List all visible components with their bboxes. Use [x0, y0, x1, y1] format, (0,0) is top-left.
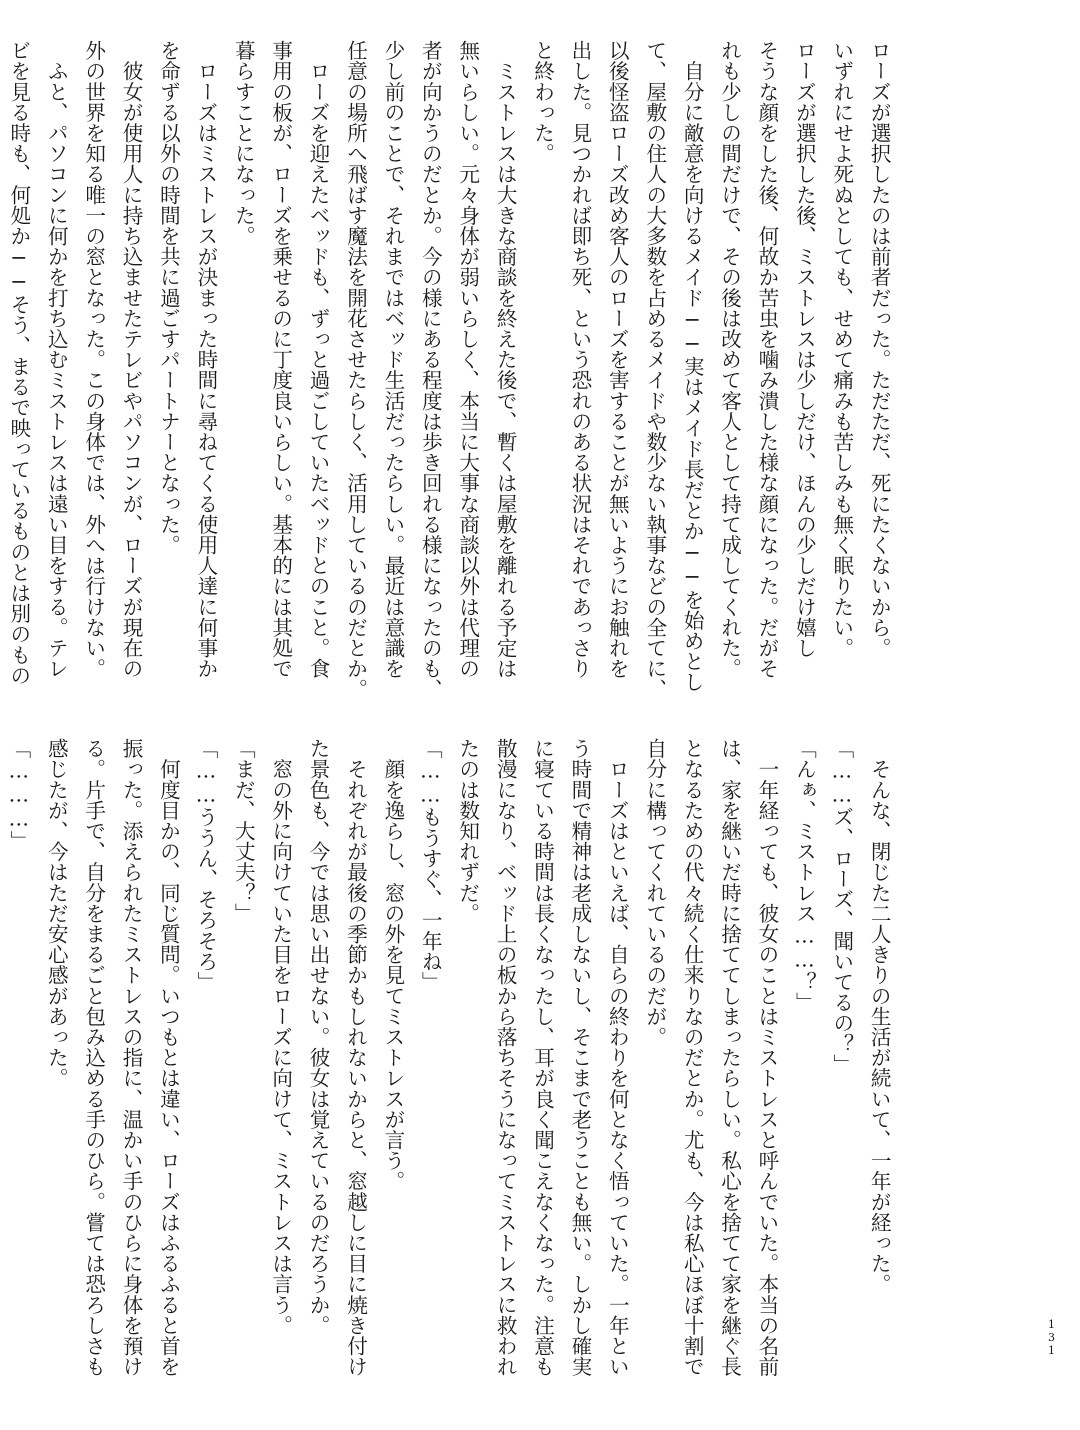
text-line: 外の世界を知る唯一の窓となった。この身体では、外へは行けない。 — [81, 40, 106, 679]
text-line: を命ずる以外の時間を共に過ごすパートナーとなった。 — [156, 40, 181, 555]
text-line: 者が向かうのだとか。今の様にある程度は歩き回れる様になったのも、 — [418, 40, 443, 700]
text-line: に寝ている時間は長くなったし、耳が良く聞こえなくなった。注意も — [530, 738, 555, 1377]
text-line: る。片手で、自分をまるごと包み込める手のひら。嘗ては恐ろしさも — [81, 738, 106, 1377]
page-number: 131 — [1045, 1318, 1058, 1357]
text-line: ローズはといえば、自らの終わりを何となく悟っていた。一年とい — [605, 738, 630, 1377]
text-line: 少し前のことで、それまではベッド生活だったらしい。最近は意識を — [380, 40, 405, 679]
text-line: そうな顔をした後、何故か苦虫を噛み潰した様な顔になった。だがそ — [754, 40, 779, 679]
text-line: 振った。添えられたミストレスの指に、温かい手のひらに身体を預け — [119, 738, 144, 1377]
text-line: 散漫になり、ベッド上の板から落ちそうになってミストレスに救われ — [493, 738, 518, 1377]
text-line: たのは数知れずだ。 — [455, 738, 480, 924]
text-line: ミストレスは大きな商談を終えた後で、暫くは屋敷を離れる予定は — [493, 40, 518, 679]
text-line: ローズはミストレスが決まった時間に尋ねてくる使用人達に何事か — [193, 40, 218, 679]
text-line: 感じたが、今はただ安心感があった。 — [44, 738, 69, 1089]
text-line: となるための代々続く仕来りなのだとか。尤も、今は私心ほぼ十割で — [680, 738, 705, 1377]
text-line: ローズが選択したのは前者だった。ただただ、死にたくないから。 — [867, 40, 892, 658]
text-line: それぞれが最後の季節かもしれないからと、窓越しに目に焼き付け — [343, 738, 368, 1377]
text-line: う時間で精神は老成しないし、そこまで老うことも無い。しかし確実 — [567, 738, 592, 1377]
text-line: 自分に構ってくれているのだが。 — [642, 738, 667, 1047]
text-line: て、屋敷の住人の大多数を占めるメイドや数少ない執事などの全てに、 — [642, 40, 667, 700]
text-line: 自分に敵意を向けるメイド──実はメイド長だとか──を始めとし — [680, 40, 705, 693]
text-line: 彼女が使用人に持ち込ませたテレビやパソコンが、ローズが現在の — [119, 40, 144, 679]
text-line: そんな、閉じた二人きりの生活が続いて、一年が経った。 — [867, 738, 892, 1295]
text-line: ふと、パソコンに何かを打ち込むミストレスは遠い目をする。テレ — [44, 40, 69, 679]
text-line: た景色も、今では思い出せない。彼女は覚えているのだろうか。 — [306, 738, 331, 1336]
text-line: 窓の外に向けていた目をローズに向けて、ミストレスは言う。 — [268, 738, 293, 1336]
text-line: 「……ズ、ローズ、聞いてるの？」 — [829, 738, 854, 1075]
text-line: 以後怪盗ローズ改め客人のローズを害することが無いようにお触れを — [605, 40, 630, 679]
text-line: 「まだ、大丈夫？」 — [231, 738, 256, 924]
text-line: 暮らすことになった。 — [231, 40, 256, 246]
text-line: は、家を継いだ時に捨ててしまったらしい。私心を捨てて家を継ぐ長 — [717, 738, 742, 1377]
text-block-upper — [6, 40, 972, 700]
text-line: れも少しの間だけで、その後は改めて客人として持て成してくれた。 — [717, 40, 742, 679]
text-line: 「……もうすぐ、一年ね」 — [418, 738, 443, 992]
text-block-lower — [6, 738, 972, 1398]
text-line: 「………」 — [6, 738, 31, 852]
text-line: 無いらしい。元々身体が弱いらしく、本当に大事な商談以外は代理の — [455, 40, 480, 679]
text-line: いずれにせよ死ぬとしても、せめて痛みも苦しみも無く眠りたい。 — [829, 40, 854, 658]
text-line: と終わった。 — [530, 40, 555, 164]
text-line: 一年経っても、彼女のことはミストレスと呼んでいた。本当の名前 — [754, 738, 779, 1377]
text-line: ビを見る時も、何処か──そう、まるで映っているものとは別のもの — [6, 40, 31, 686]
text-line: 顔を逸らし、窓の外を見てミストレスが言う。 — [380, 738, 405, 1192]
text-line: 事用の板が、ローズを乗せるのに丁度良いらしい。基本的には其処で — [268, 40, 293, 679]
text-line: 何度目かの、同じ質問。いつもとは違い、ローズはふるふると首を — [156, 738, 181, 1377]
text-line: 出した。見つかれば即ち死、という恐れのある状況はそれであっさり — [567, 40, 592, 679]
text-line: 「んぁ、ミストレス……？」 — [792, 738, 817, 1013]
text-line: 「……ううん、そろそろ」 — [193, 738, 218, 992]
text-line: ローズが選択した後、ミストレスは少しだけ、ほんの少しだけ嬉し — [792, 40, 817, 658]
text-line: 任意の場所へ飛ばす魔法を開花させたらしく、活用しているのだとか。 — [343, 40, 368, 700]
text-line: ローズを迎えたベッドも、ずっと過ごしていたベッドとのこと。食 — [306, 40, 331, 679]
